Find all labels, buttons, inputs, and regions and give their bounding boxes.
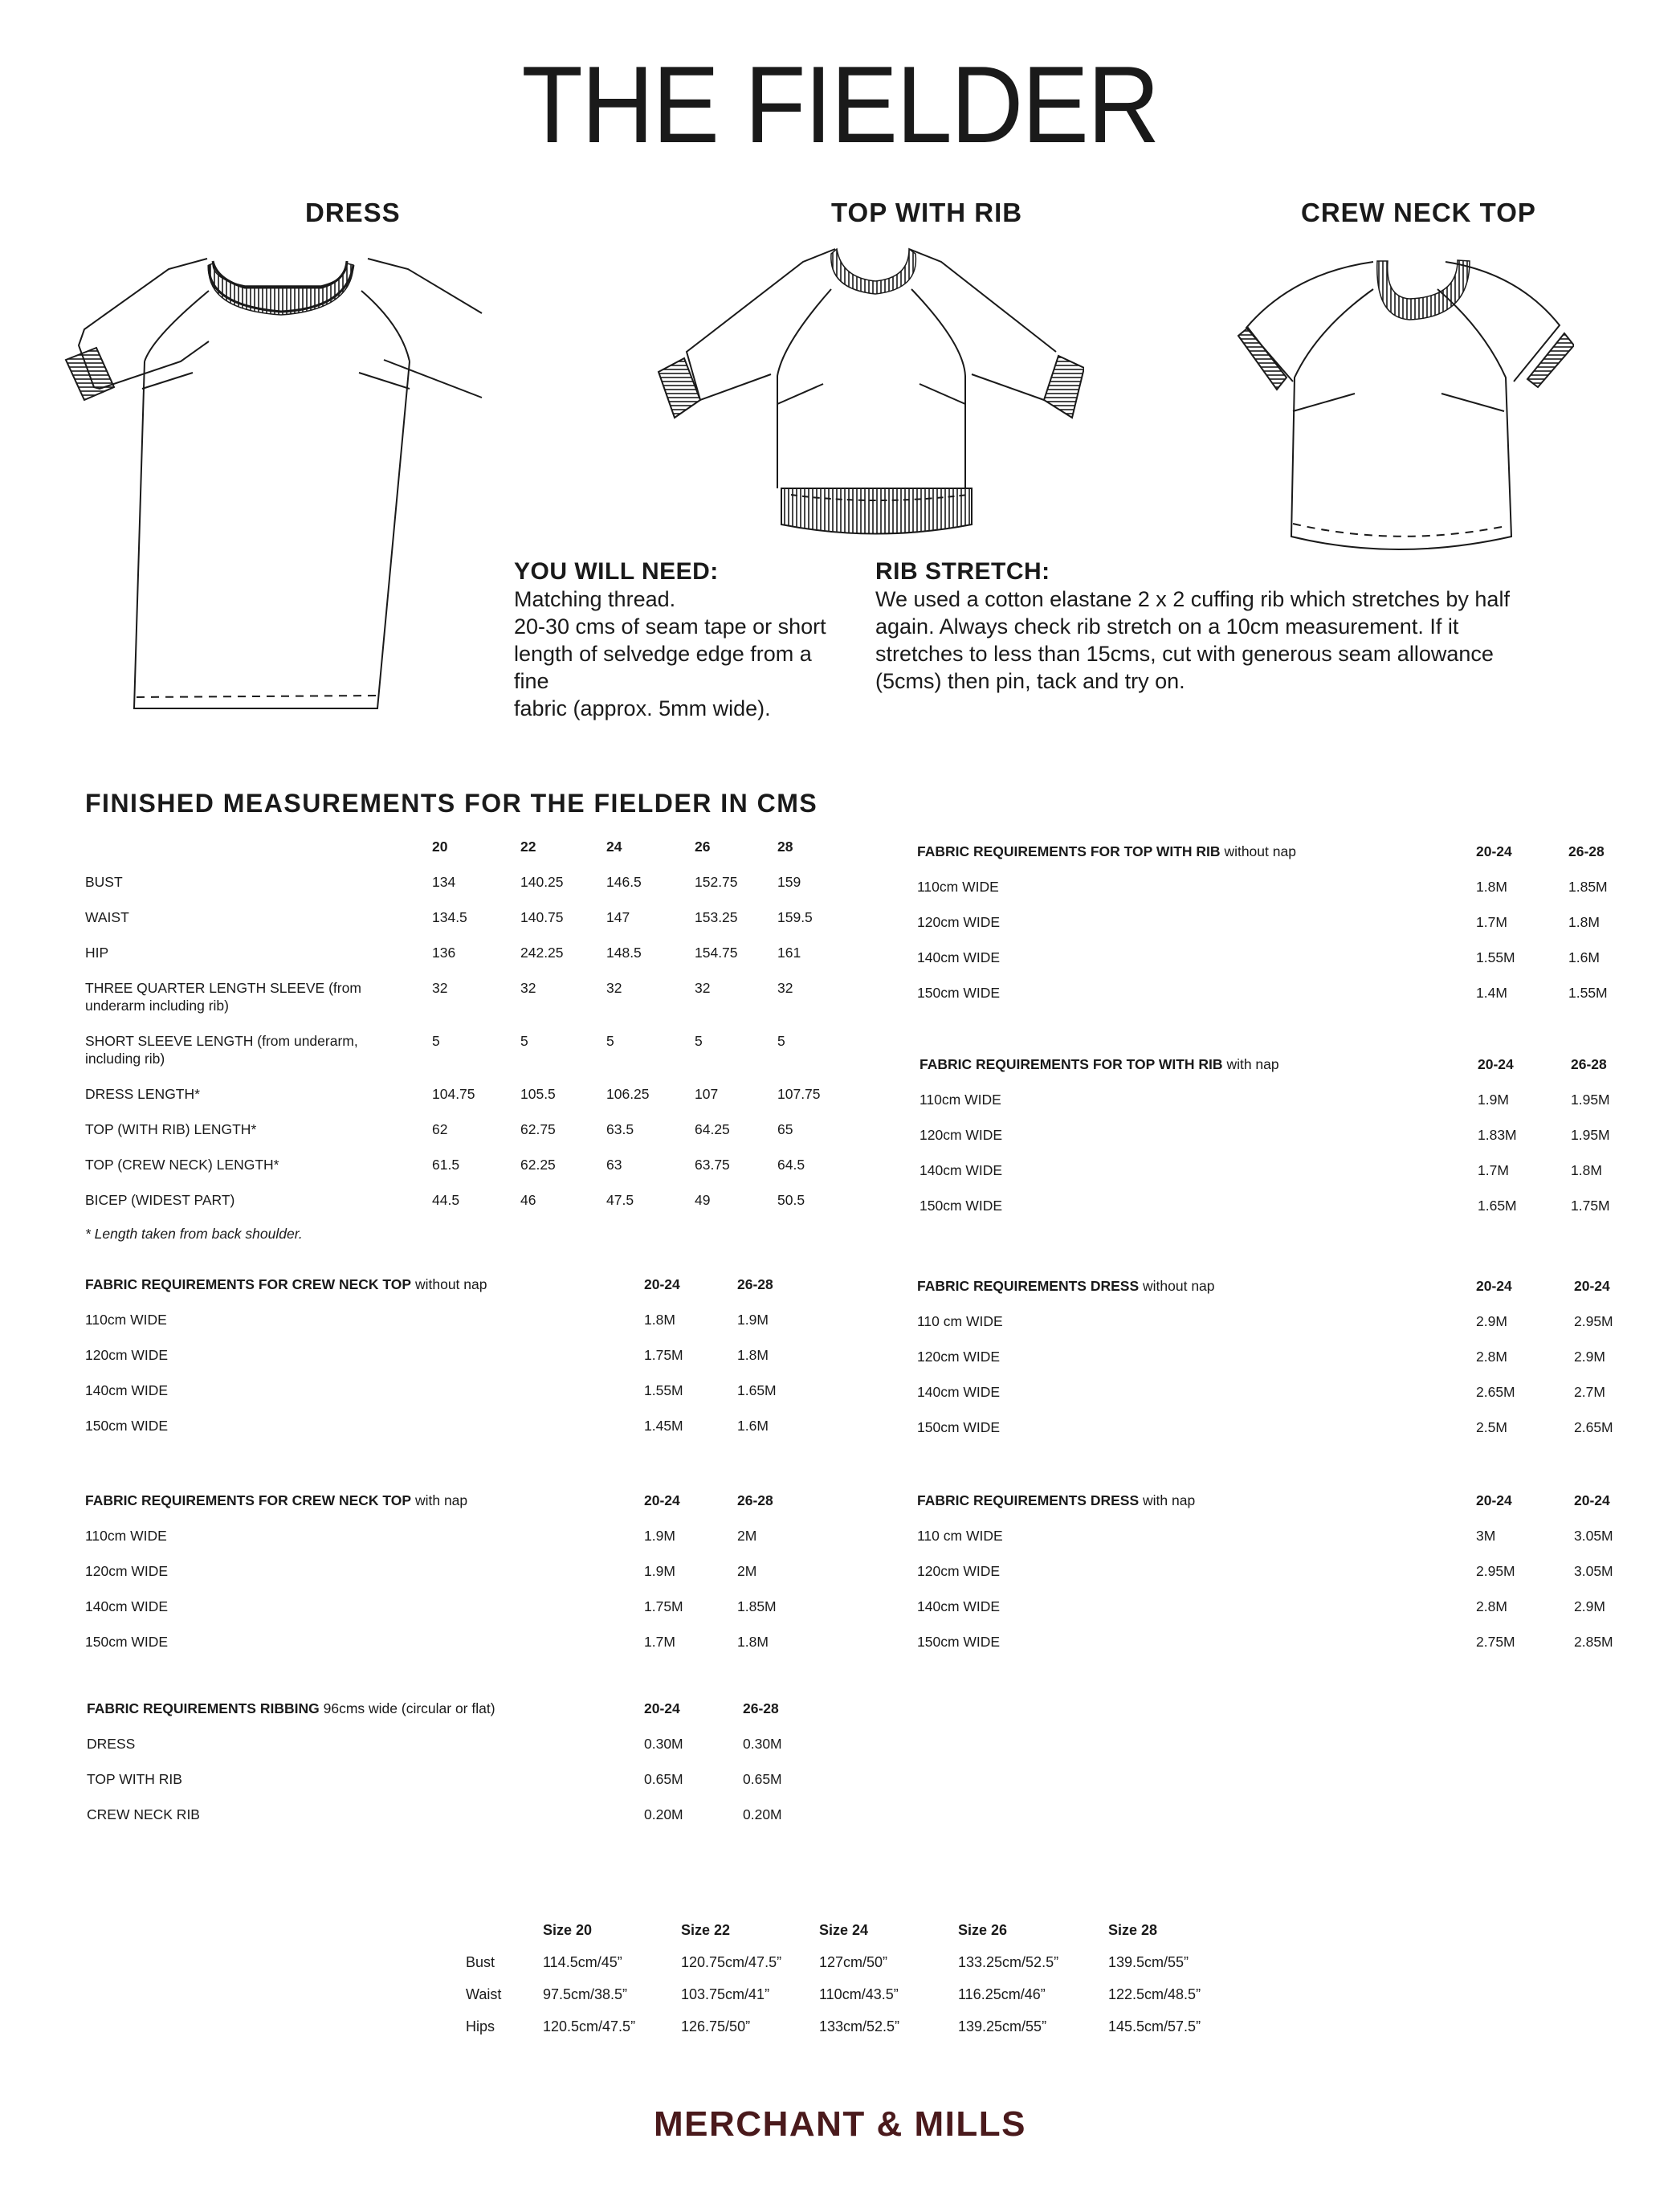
measurement-value: 134 bbox=[432, 874, 456, 890]
body-size-header: Size 24 bbox=[819, 1922, 869, 1938]
fabric-value: 2.65M bbox=[1476, 1384, 1515, 1400]
body-size-label: Bust bbox=[466, 1954, 495, 1970]
fabric-table-subtitle: without nap bbox=[1224, 843, 1296, 859]
size-header: 22 bbox=[520, 839, 536, 855]
fabric-table-title bbox=[920, 1055, 1279, 1073]
fabric-table-title bbox=[917, 843, 1296, 860]
fabric-value: 2.9M bbox=[1476, 1313, 1507, 1329]
rib-stretch-block bbox=[875, 558, 1638, 695]
measurement-value: 61.5 bbox=[432, 1157, 460, 1173]
measurement-value: 106.25 bbox=[606, 1086, 650, 1102]
fabric-table-title-main: FABRIC REQUIREMENTS RIBBING bbox=[87, 1700, 320, 1716]
fabric-row-label: 110cm WIDE bbox=[85, 1312, 167, 1328]
measurement-value: 62.25 bbox=[520, 1157, 556, 1173]
fabric-row-label: 110cm WIDE bbox=[920, 1092, 1001, 1108]
fabric-row-label: 140cm WIDE bbox=[920, 1162, 1003, 1178]
fabric-table-title-main: FABRIC REQUIREMENTS DRESS bbox=[917, 1278, 1140, 1294]
measurement-label: DRESS LENGTH* bbox=[85, 1086, 200, 1102]
fabric-row-label: 150cm WIDE bbox=[917, 1634, 1001, 1650]
measurement-value: 5 bbox=[432, 1033, 440, 1049]
fabric-row-label: 150cm WIDE bbox=[917, 1419, 1001, 1435]
fabric-value: 1.45M bbox=[644, 1418, 683, 1434]
measurement-value: 5 bbox=[695, 1033, 703, 1049]
body-size-value: 133cm/52.5” bbox=[819, 2018, 900, 2034]
body-size-label: Hips bbox=[466, 2018, 495, 2034]
measurement-value: 32 bbox=[695, 980, 711, 996]
fabric-col-header: 20-24 bbox=[1574, 1278, 1610, 1294]
fabric-table-subtitle: without nap bbox=[1143, 1278, 1215, 1294]
fabric-value: 1.9M bbox=[737, 1312, 769, 1328]
fabric-value: 2M bbox=[737, 1563, 757, 1579]
fabric-col-header: 26-28 bbox=[743, 1700, 779, 1716]
measurement-label: BICEP (WIDEST PART) bbox=[85, 1192, 235, 1208]
fabric-value: 1.75M bbox=[1571, 1198, 1610, 1214]
fabric-value: 1.8M bbox=[644, 1312, 675, 1328]
fabric-col-header: 26-28 bbox=[737, 1276, 773, 1292]
rib-stretch-line: (5cms) then pin, tack and try on. bbox=[875, 669, 1185, 693]
body-size-value: 145.5cm/57.5” bbox=[1108, 2018, 1201, 2034]
fabric-col-header: 26-28 bbox=[1568, 843, 1605, 859]
fabric-value: 1.8M bbox=[1568, 914, 1600, 930]
fabric-value: 1.85M bbox=[737, 1598, 777, 1614]
fabric-table-subtitle: with nap bbox=[1143, 1492, 1196, 1508]
fabric-value: 1.8M bbox=[737, 1634, 769, 1650]
fabric-value: 1.65M bbox=[737, 1382, 777, 1398]
body-size-value: 116.25cm/46” bbox=[958, 1986, 1046, 2002]
fabric-row-label: 140cm WIDE bbox=[85, 1598, 169, 1614]
measurement-value: 5 bbox=[777, 1033, 785, 1049]
measurement-label: HIP bbox=[85, 945, 109, 961]
fabric-value: 2.9M bbox=[1574, 1598, 1605, 1614]
fabric-value: 0.20M bbox=[644, 1806, 683, 1822]
fabric-row-label: 140cm WIDE bbox=[85, 1382, 169, 1398]
measurement-value: 5 bbox=[520, 1033, 528, 1049]
measurement-value: 107 bbox=[695, 1086, 719, 1102]
fabric-value: 1.9M bbox=[1478, 1092, 1509, 1108]
body-size-header: Size 26 bbox=[958, 1922, 1008, 1938]
measurement-value: 5 bbox=[606, 1033, 614, 1049]
measurement-value: 140.25 bbox=[520, 874, 564, 890]
you-will-need-block bbox=[514, 558, 851, 722]
measurement-value: 159.5 bbox=[777, 909, 813, 925]
fabric-value: 3M bbox=[1476, 1528, 1496, 1544]
measurement-value: 32 bbox=[520, 980, 536, 996]
measurement-value: 105.5 bbox=[520, 1086, 556, 1102]
fabric-table-title-main: FABRIC REQUIREMENTS FOR TOP WITH RIB bbox=[917, 843, 1221, 859]
fabric-value: 0.65M bbox=[644, 1771, 683, 1787]
fabric-row-label: 120cm WIDE bbox=[920, 1127, 1003, 1143]
fabric-value: 1.75M bbox=[644, 1347, 683, 1363]
fabric-value: 2.8M bbox=[1476, 1598, 1507, 1614]
fabric-value: 1.7M bbox=[1478, 1162, 1509, 1178]
dress-illustration bbox=[48, 241, 506, 723]
fabric-value: 0.30M bbox=[743, 1736, 782, 1752]
rib-stretch-heading: RIB STRETCH: bbox=[875, 558, 1050, 585]
you-will-need-line: length of selvedge edge from a fine bbox=[514, 642, 812, 693]
fabric-value: 2.9M bbox=[1574, 1349, 1605, 1365]
fabric-value: 1.6M bbox=[737, 1418, 769, 1434]
fabric-value: 2.5M bbox=[1476, 1419, 1507, 1435]
measurement-label: THREE QUARTER LENGTH SLEEVE (from underarm including rib) bbox=[85, 980, 361, 1014]
fabric-value: 1.55M bbox=[644, 1382, 683, 1398]
fabric-value: 2.75M bbox=[1476, 1634, 1515, 1650]
fabric-col-header: 26-28 bbox=[1571, 1056, 1607, 1072]
fabric-row-label: 140cm WIDE bbox=[917, 1598, 1001, 1614]
body-size-value: 122.5cm/48.5” bbox=[1108, 1986, 1201, 2002]
measurement-value: 140.75 bbox=[520, 909, 564, 925]
measurement-value: 134.5 bbox=[432, 909, 467, 925]
fabric-value: 1.55M bbox=[1568, 985, 1608, 1001]
fabric-value: 1.6M bbox=[1568, 949, 1600, 965]
measurement-value: 44.5 bbox=[432, 1192, 460, 1208]
you-will-need-heading: YOU WILL NEED: bbox=[514, 558, 719, 585]
measurement-value: 32 bbox=[432, 980, 448, 996]
fabric-value: 1.9M bbox=[644, 1563, 675, 1579]
measurement-value: 153.25 bbox=[695, 909, 738, 925]
fabric-row-label: 150cm WIDE bbox=[85, 1634, 169, 1650]
fabric-value: 1.83M bbox=[1478, 1127, 1517, 1143]
body-size-value: 127cm/50” bbox=[819, 1954, 888, 1970]
fabric-value: 3.05M bbox=[1574, 1563, 1613, 1579]
fabric-table-title bbox=[917, 1277, 1215, 1295]
measurement-value: 159 bbox=[777, 874, 801, 890]
fabric-row-label: 140cm WIDE bbox=[917, 949, 1001, 965]
fabric-table-title bbox=[87, 1700, 495, 1717]
page-title: THE FIELDER bbox=[521, 43, 1159, 165]
fabric-value: 1.8M bbox=[737, 1347, 769, 1363]
measurement-label: SHORT SLEEVE LENGTH (from underarm, including rib) bbox=[85, 1033, 358, 1067]
rib-stretch-line: stretches to less than 15cms, cut with generous seam allowance bbox=[875, 642, 1494, 666]
body-size-header: Size 22 bbox=[681, 1922, 731, 1938]
rib-stretch-line: again. Always check rib stretch on a 10cm measurement. If it bbox=[875, 614, 1459, 639]
you-will-need-line: fabric (approx. 5mm wide). bbox=[514, 696, 771, 720]
measurement-value: 146.5 bbox=[606, 874, 642, 890]
measurement-value: 154.75 bbox=[695, 945, 738, 961]
body-size-value: 103.75cm/41” bbox=[681, 1986, 770, 2002]
measurement-label: WAIST bbox=[85, 909, 129, 925]
fabric-table-title bbox=[917, 1492, 1195, 1509]
body-size-value: 133.25cm/52.5” bbox=[958, 1954, 1059, 1970]
brand-logo: MERCHANT & MILLS bbox=[654, 2104, 1026, 2144]
measurement-value: 64.25 bbox=[695, 1121, 730, 1137]
garment-label-dress: DRESS bbox=[305, 198, 401, 227]
measurement-value: 62 bbox=[432, 1121, 448, 1137]
measurement-value: 152.75 bbox=[695, 874, 738, 890]
fabric-row-label: TOP WITH RIB bbox=[87, 1771, 182, 1787]
fabric-table-subtitle: 96cms wide (circular or flat) bbox=[323, 1700, 495, 1716]
fabric-table-title-main: FABRIC REQUIREMENTS FOR CREW NECK TOP bbox=[85, 1492, 412, 1508]
fabric-value: 2.85M bbox=[1574, 1634, 1613, 1650]
fabric-table-title-main: FABRIC REQUIREMENTS DRESS bbox=[917, 1492, 1140, 1508]
measurement-value: 104.75 bbox=[432, 1086, 475, 1102]
fabric-col-header: 20-24 bbox=[644, 1700, 680, 1716]
fabric-value: 1.9M bbox=[644, 1528, 675, 1544]
fabric-value: 2M bbox=[737, 1528, 757, 1544]
fabric-col-header: 20-24 bbox=[1476, 1278, 1512, 1294]
fabric-row-label: 140cm WIDE bbox=[917, 1384, 1001, 1400]
measurement-value: 46 bbox=[520, 1192, 536, 1208]
crew-neck-top-illustration bbox=[1229, 241, 1574, 550]
measurement-value: 64.5 bbox=[777, 1157, 805, 1173]
fabric-table-subtitle: with nap bbox=[1226, 1056, 1279, 1072]
rib-stretch-line: We used a cotton elastane 2 x 2 cuffing rib which stretches by half bbox=[875, 587, 1510, 611]
fabric-value: 0.20M bbox=[743, 1806, 782, 1822]
body-size-value: 110cm/43.5” bbox=[819, 1986, 899, 2002]
footnote: * Length taken from back shoulder. bbox=[85, 1226, 303, 1242]
fabric-value: 1.95M bbox=[1571, 1127, 1610, 1143]
top-with-rib-illustration bbox=[650, 239, 1084, 537]
fabric-value: 1.8M bbox=[1571, 1162, 1602, 1178]
measurement-value: 32 bbox=[777, 980, 793, 996]
measurement-value: 136 bbox=[432, 945, 456, 961]
measurement-value: 63.5 bbox=[606, 1121, 634, 1137]
fabric-col-header: 20-24 bbox=[1476, 1492, 1512, 1508]
garment-label-top-with-rib: TOP WITH RIB bbox=[831, 198, 1023, 227]
fabric-row-label: 120cm WIDE bbox=[85, 1347, 169, 1363]
fabric-col-header: 20-24 bbox=[1478, 1056, 1514, 1072]
fabric-col-header: 20-24 bbox=[1476, 843, 1512, 859]
fabric-value: 1.7M bbox=[644, 1634, 675, 1650]
fabric-row-label: 150cm WIDE bbox=[920, 1198, 1003, 1214]
fabric-row-label: 110 cm WIDE bbox=[917, 1313, 1003, 1329]
measurement-label: BUST bbox=[85, 874, 123, 890]
measurement-value: 62.75 bbox=[520, 1121, 556, 1137]
measurement-value: 147 bbox=[606, 909, 630, 925]
fabric-table-title bbox=[85, 1492, 467, 1509]
fabric-col-header: 20-24 bbox=[644, 1276, 680, 1292]
fabric-row-label: 120cm WIDE bbox=[85, 1563, 169, 1579]
size-header: 20 bbox=[432, 839, 448, 855]
fabric-row-label: DRESS bbox=[87, 1736, 136, 1752]
measurement-label: TOP (CREW NECK) LENGTH* bbox=[85, 1157, 279, 1173]
fabric-row-label: 120cm WIDE bbox=[917, 1563, 1001, 1579]
fabric-value: 1.85M bbox=[1568, 879, 1608, 895]
measurement-value: 63.75 bbox=[695, 1157, 730, 1173]
fabric-row-label: 120cm WIDE bbox=[917, 914, 1001, 930]
fabric-table-subtitle: with nap bbox=[414, 1492, 468, 1508]
measurement-value: 161 bbox=[777, 945, 801, 961]
measurement-value: 65 bbox=[777, 1121, 793, 1137]
fabric-value: 1.65M bbox=[1478, 1198, 1517, 1214]
fabric-value: 1.95M bbox=[1571, 1092, 1610, 1108]
body-size-value: 97.5cm/38.5” bbox=[543, 1986, 628, 2002]
you-will-need-line: 20-30 cms of seam tape or short bbox=[514, 614, 826, 639]
fabric-col-header: 20-24 bbox=[1574, 1492, 1610, 1508]
body-size-label: Waist bbox=[466, 1986, 502, 2002]
body-size-value: 120.5cm/47.5” bbox=[543, 2018, 636, 2034]
size-header: 28 bbox=[777, 839, 793, 855]
fabric-value: 1.75M bbox=[644, 1598, 683, 1614]
fabric-row-label: 150cm WIDE bbox=[917, 985, 1001, 1001]
fabric-col-header: 20-24 bbox=[644, 1492, 680, 1508]
body-size-value: 139.25cm/55” bbox=[958, 2018, 1047, 2034]
measurement-value: 107.75 bbox=[777, 1086, 821, 1102]
fabric-value: 2.95M bbox=[1574, 1313, 1613, 1329]
measurement-value: 32 bbox=[606, 980, 622, 996]
body-size-header: Size 20 bbox=[543, 1922, 593, 1938]
measurement-value: 148.5 bbox=[606, 945, 642, 961]
fabric-table-subtitle: without nap bbox=[414, 1276, 487, 1292]
fabric-value: 2.95M bbox=[1476, 1563, 1515, 1579]
size-header: 26 bbox=[695, 839, 711, 855]
measurement-label: TOP (WITH RIB) LENGTH* bbox=[85, 1121, 257, 1137]
fabric-value: 2.8M bbox=[1476, 1349, 1507, 1365]
measurement-value: 47.5 bbox=[606, 1192, 634, 1208]
body-size-value: 126.75/50” bbox=[681, 2018, 751, 2034]
fabric-value: 1.55M bbox=[1476, 949, 1515, 965]
fabric-value: 2.7M bbox=[1574, 1384, 1605, 1400]
fabric-table-title bbox=[85, 1275, 487, 1293]
measurement-value: 63 bbox=[606, 1157, 622, 1173]
fabric-row-label: 120cm WIDE bbox=[917, 1349, 1001, 1365]
fabric-value: 2.65M bbox=[1574, 1419, 1613, 1435]
measurement-value: 49 bbox=[695, 1192, 711, 1208]
body-size-value: 114.5cm/45” bbox=[543, 1954, 622, 1970]
fabric-value: 0.30M bbox=[644, 1736, 683, 1752]
measurement-value: 242.25 bbox=[520, 945, 564, 961]
body-size-value: 139.5cm/55” bbox=[1108, 1954, 1189, 1970]
body-size-value: 120.75cm/47.5” bbox=[681, 1954, 782, 1970]
fabric-row-label: 110cm WIDE bbox=[85, 1528, 167, 1544]
finished-measurements-title: FINISHED MEASUREMENTS FOR THE FIELDER IN CMS bbox=[85, 789, 818, 818]
you-will-need-line: Matching thread. bbox=[514, 587, 676, 611]
fabric-value: 1.4M bbox=[1476, 985, 1507, 1001]
fabric-col-header: 26-28 bbox=[737, 1492, 773, 1508]
fabric-table-title-main: FABRIC REQUIREMENTS FOR TOP WITH RIB bbox=[920, 1056, 1223, 1072]
fabric-value: 0.65M bbox=[743, 1771, 782, 1787]
garment-label-crew-neck-top: CREW NECK TOP bbox=[1301, 198, 1536, 227]
fabric-table-title-main: FABRIC REQUIREMENTS FOR CREW NECK TOP bbox=[85, 1276, 412, 1292]
fabric-row-label: 110 cm WIDE bbox=[917, 1528, 1003, 1544]
size-header: 24 bbox=[606, 839, 622, 855]
measurement-value: 50.5 bbox=[777, 1192, 805, 1208]
fabric-row-label: 110cm WIDE bbox=[917, 879, 999, 895]
body-size-header: Size 28 bbox=[1108, 1922, 1158, 1938]
fabric-value: 1.8M bbox=[1476, 879, 1507, 895]
fabric-row-label: CREW NECK RIB bbox=[87, 1806, 200, 1822]
fabric-value: 3.05M bbox=[1574, 1528, 1613, 1544]
fabric-row-label: 150cm WIDE bbox=[85, 1418, 169, 1434]
fabric-value: 1.7M bbox=[1476, 914, 1507, 930]
